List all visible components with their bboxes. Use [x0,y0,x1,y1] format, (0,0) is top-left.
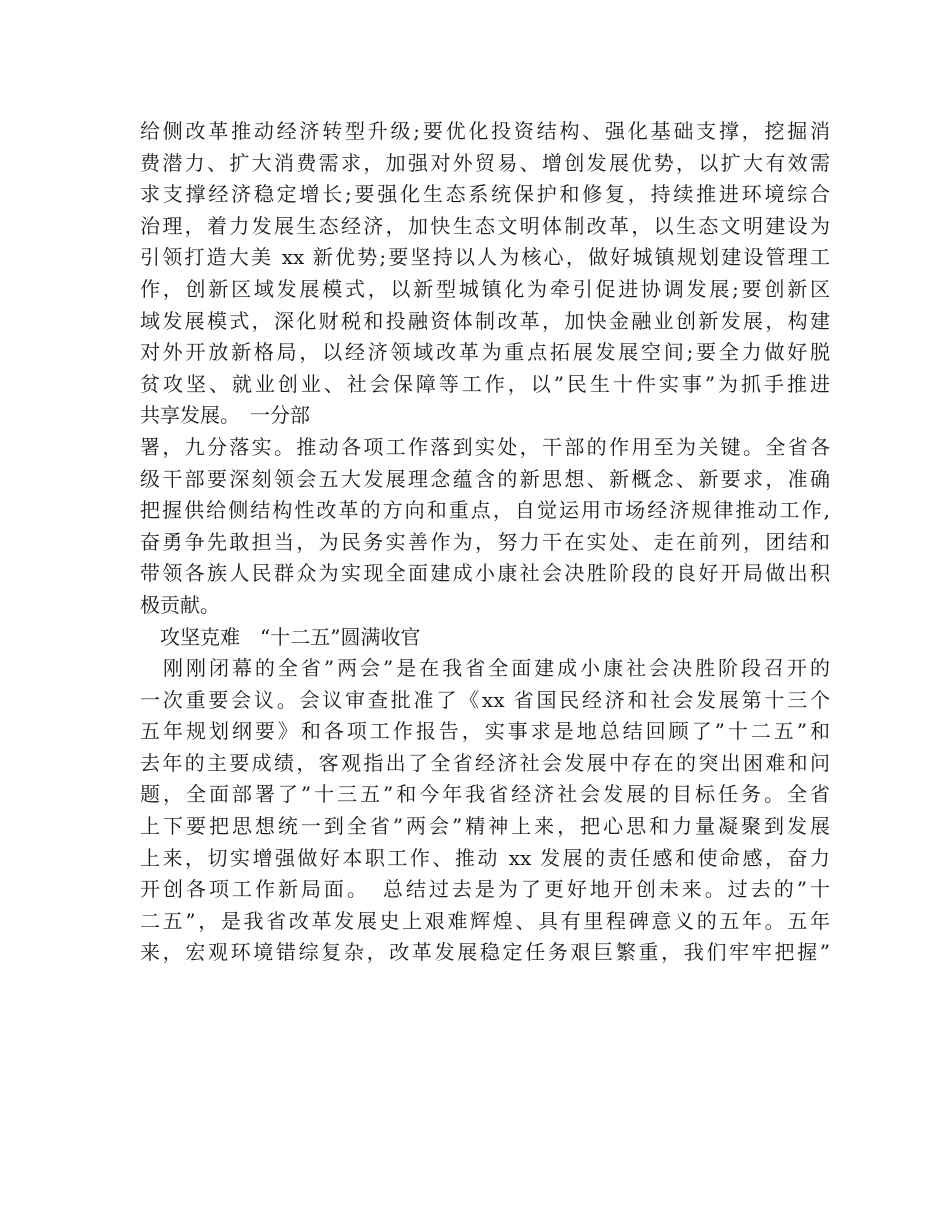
text-line: 上来，切实增强做好本职工作、推动 xx 发展的责任感和使命感，奋力 [140,845,830,870]
text-line: 奋勇争先敢担当，为民务实善作为，努力干在实处、走在前列，团结和 [140,529,830,554]
text-line: 把握供给侧结构性改革的方向和重点，自觉运用市场经济规律推动工作, [140,498,830,523]
text-line: 费潜力、扩大消费需求，加强对外贸易、增创发展优势，以扩大有效需 [140,150,830,175]
text-line: 刚刚闭幕的全省”两会”是在我省全面建成小康社会决胜阶段召开的 [140,656,830,681]
document-body [140,116,830,969]
text-line: 带领各族人民群众为实现全面建成小康社会决胜阶段的良好开局做出积 [140,561,830,586]
text-line: 求支撑经济稳定增长;要强化生态系统保护和修复，持续推进环境综合 [140,182,830,207]
text-line: 五年规划纲要》和各项工作报告，实事求是地总结回顾了”十二五”和 [140,719,830,744]
text-line: 题，全面部署了”十三五”和今年我省经济社会发展的目标任务。全省 [140,782,830,807]
text-line: 作，创新区域发展模式，以新型城镇化为牵引促进协调发展;要创新区 [140,276,830,301]
text-line: 上下要把思想统一到全省”两会”精神上来，把心思和力量凝聚到发展 [140,814,830,839]
text-line: 引领打造大美 xx 新优势;要坚持以人为核心，做好城镇规划建设管理工 [140,245,830,270]
text-line: 对外开放新格局，以经济领域改革为重点拓展发展空间;要全力做好脱 [140,340,830,365]
text-line: 贫攻坚、就业创业、社会保障等工作，以”民生十件实事”为抓手推进 [140,371,830,396]
text-line: 一次重要会议。会议审查批准了《xx 省国民经济和社会发展第十三个 [140,687,830,712]
text-line: 给侧改革推动经济转型升级;要优化投资结构、强化基础支撑，挖掘消 [140,119,830,143]
text-line: 署，九分落实。推动各项工作落到实处，干部的作用至为关键。全省各 [140,434,830,459]
text-line: 治理，着力发展生态经济，加快生态文明体制改革，以生态文明建设为 [140,213,830,238]
text-line: 级干部要深刻领会五大发展理念蕴含的新思想、新概念、新要求，准确 [140,466,830,491]
section-heading: 攻坚克难 “十二五”圆满收官 [140,624,421,649]
text-line: 来，宏观环境错综复杂，改革发展稳定任务艰巨繁重，我们牢牢把握” [140,940,830,965]
text-line: 去年的主要成绩，客观指出了全省经济社会发展中存在的突出困难和问 [140,750,830,775]
text-line: 二五”，是我省改革发展史上艰难辉煌、具有里程碑意义的五年。五年 [140,908,830,933]
text-line: 开创各项工作新局面。 总结过去是为了更好地开创未来。过去的”十 [140,877,830,902]
text-line: 共享发展。 一分部 [140,403,310,428]
text-line: 极贡献。 [140,592,220,617]
text-line: 域发展模式，深化财税和投融资体制改革，加快金融业创新发展，构建 [140,308,830,333]
